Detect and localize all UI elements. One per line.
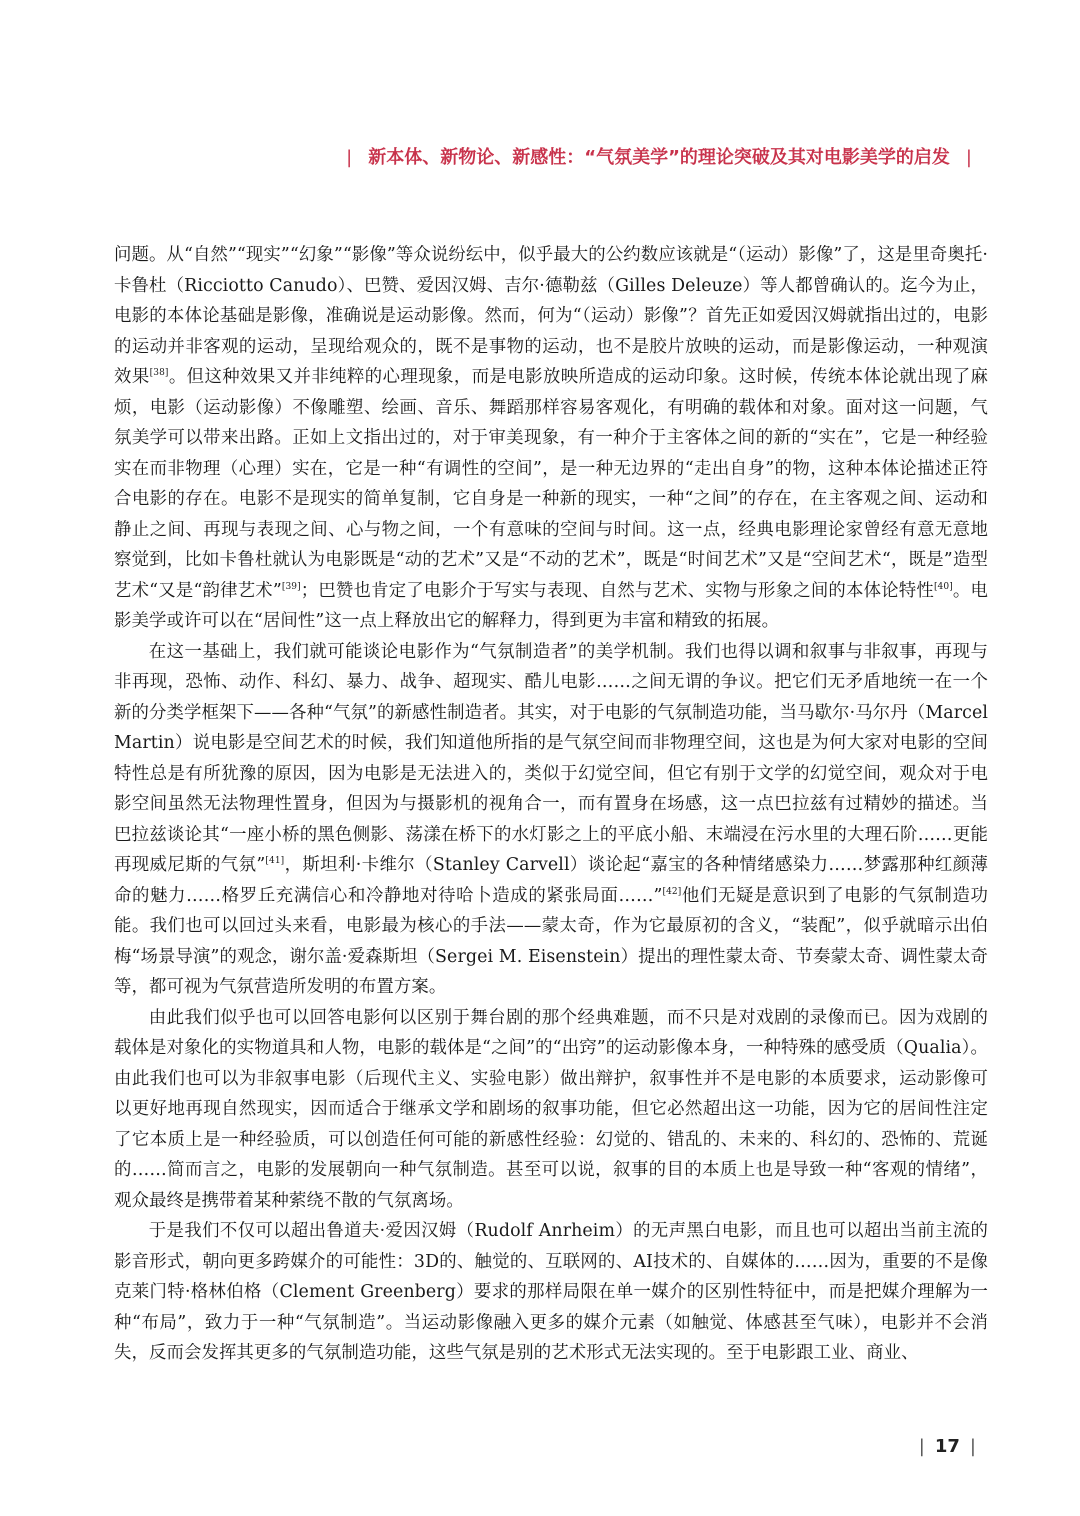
running-title: 新本体、新物论、新感性：“气氛美学”的理论突破及其对电影美学的启发 [368, 147, 950, 168]
running-header [330, 143, 988, 169]
paragraph [114, 637, 988, 1003]
paragraph-text: 由此我们似乎也可以回答电影何以区别于舞台剧的那个经典难题，而不只是对戏剧的录像而已。因为戏剧的载体是对象化的实物道具和人物，电影的载体是“之间”的“出窍”的运动影像本身，一种特殊的感受质（Qualia）。由此我们也可以为非叙事电影（后现代主义、实验电影）做出辩护，叙事性并不是电影的本质要求，运动影像可以更好地再现自然现实，因而适合于继承文学和剧场的叙事功能，但它必然超出这一功能，因为它的居间性注定了它本质上是一种经验质，可以创造任何可能的新感性经验：幻觉的、错乱的、未来的、科幻的、恐怖的、荒诞的……简而言之，电影的发展朝向一种气氛制造。甚至可以说，叙事的目的本质上也是导致一种“客观的情绪”，观众最终是携带着某种萦绕不散的气氛离场。 [114, 1007, 988, 1211]
paragraph [114, 1216, 988, 1369]
paragraph-text: ；巴赞也肯定了电影介于写实与表现、自然与艺术、实物与形象之间的本体论特性 [300, 580, 934, 601]
citation-marker: [41] [265, 856, 285, 866]
citation-marker: [38] [149, 368, 169, 378]
paragraph-text: 。电影美学或许可以在“居间性”这一点上释放出它的解释力，得到更为丰富和精致的拓展。 [114, 580, 988, 631]
paragraph-text: 在这一基础上，我们就可能谈论电影作为“气氛制造者”的美学机制。我们也得以调和叙事与非叙事，再现与非再现，恐怖、动作、科幻、暴力、战争、超现实、酷儿电影……之间无谓的争议。把它们无矛盾地统一在一个新的分类学框架下——各种“气氛”的新感性制造者。其实，对于电影的气氛制造功能，当马歇尔·马尔丹（Marcel Martin）说电影是空间艺术的时候，我们知道他所指的是气氛空间而非物理空间，这也是为何大家对电影的空间特性总是有所犹豫的原因，因为电影是无法进入的，类似于幻觉空间，但它有别于文学的幻觉空间，观众对于电影空间虽然无法物理性置身，但因为与摄影机的视角合一，而有置身在场感，这一点巴拉兹有过精妙的描述。当巴拉兹谈论其“一座小桥的黑色侧影、荡漾在桥下的水灯影之上的平底小船、末端浸在污水里的大理石阶……更能再现威尼斯的气氛” [114, 641, 988, 875]
citation-marker: [42] [662, 886, 682, 897]
citation-marker: [39] [281, 581, 301, 592]
page-number: 17 [934, 1436, 960, 1457]
paragraph [114, 1003, 988, 1217]
footer-separator-left: | [918, 1436, 925, 1457]
paragraph-text: 于是我们不仅可以超出鲁道夫·爱因汉姆（Rudolf Anrheim）的无声黑白电影，而且也可以超出当前主流的影音形式，朝向更多跨媒介的可能性：3D的、触觉的、互联网的、AI技术的、自媒体的……因为，重要的不是像克莱门特·格林伯格（Clement Greenberg）要求的那样局限在单一媒介的区别性特征中，而是把媒介理解为一种“布局”，致力于一种“气氛制造”。当运动影像融入更多的媒介元素（如触觉、体感甚至气味），电影并不会消失，反而会发挥其更多的气氛制造功能，这些气氛是别的艺术形式无法实现的。至于电影跟工业、商业、 [114, 1221, 988, 1363]
citation-marker: [40] [933, 581, 953, 592]
paragraph-text: 。但这种效果又并非纯粹的心理现象，而是电影放映所造成的运动印象。这时候，传统本体论就出现了麻烦，电影（运动影像）不像雕塑、绘画、音乐、舞蹈那样容易客观化，有明确的载体和对象。面对这一问题，气氛美学可以带来出路。正如上文指出过的，对于审美现象，有一种介于主客体之间的新的“实在”，它是一种经验实在而非物理（心理）实在，它是一种“有调性的空间”，是一种无边界的“走出自身”的物，这种本体论描述正符合电影的存在。电影不是现实的简单复制，它自身是一种新的现实，一种“之间”的存在，在主客观之间、运动和静止之间、再现与表现之间、心与物之间，一个有意味的空间与时间。这一点，经典电影理论家曾经有意无意地察觉到，比如卡鲁杜就认为电影既是“动的艺术”又是“不动的艺术”，既是“时间艺术”又是“空间艺术“，既是”造型艺术“又是“韵律艺术” [114, 367, 989, 601]
header-separator-right: | [965, 147, 972, 168]
page-footer [909, 1436, 986, 1457]
paragraph [114, 240, 988, 637]
paragraph-text: ，斯坦利·卡维尔（Stanley Carvell）谈论起“嘉宝的各种情绪感染力……梦露那种红颜薄命的魅力……格罗丘充满信心和冷静地对待哈卜造成的紧张局面……” [114, 855, 988, 906]
footer-separator-right: | [969, 1436, 976, 1457]
paragraph-text: 他们无疑是意识到了电影的气氛制造功能。我们也可以回过头来看，电影最为核心的手法——蒙太奇，作为它最原初的含义，“装配”，似乎就暗示出伯梅“场景导演”的观念，谢尔盖·爱森斯坦（Sergei M. Eisenstein）提出的理性蒙太奇、节奏蒙太奇、调性蒙太奇等，都可视为气氛营造所发明的布置方案。 [114, 885, 988, 997]
paragraph-text: 问题。从“自然”“现实”“幻象”“影像”等众说纷纭中，似乎最大的公约数应该就是“（运动）影像”了，这是里奇奥托·卡鲁杜（Ricciotto Canudo）、巴赞、爱因汉姆、吉尔·德勒兹（Gilles Deleuze）等人都曾确认的。迄今为止，电影的本体论基础是影像，准确说是运动影像。然而，何为“（运动）影像”？首先正如爱因汉姆就指出过的，电影的运动并非客观的运动，呈现给观众的，既不是事物的运动，也不是胶片放映的运动，而是影像运动，一种观演效果 [114, 245, 988, 387]
header-separator-left: | [346, 147, 353, 168]
article-body [114, 240, 988, 1369]
